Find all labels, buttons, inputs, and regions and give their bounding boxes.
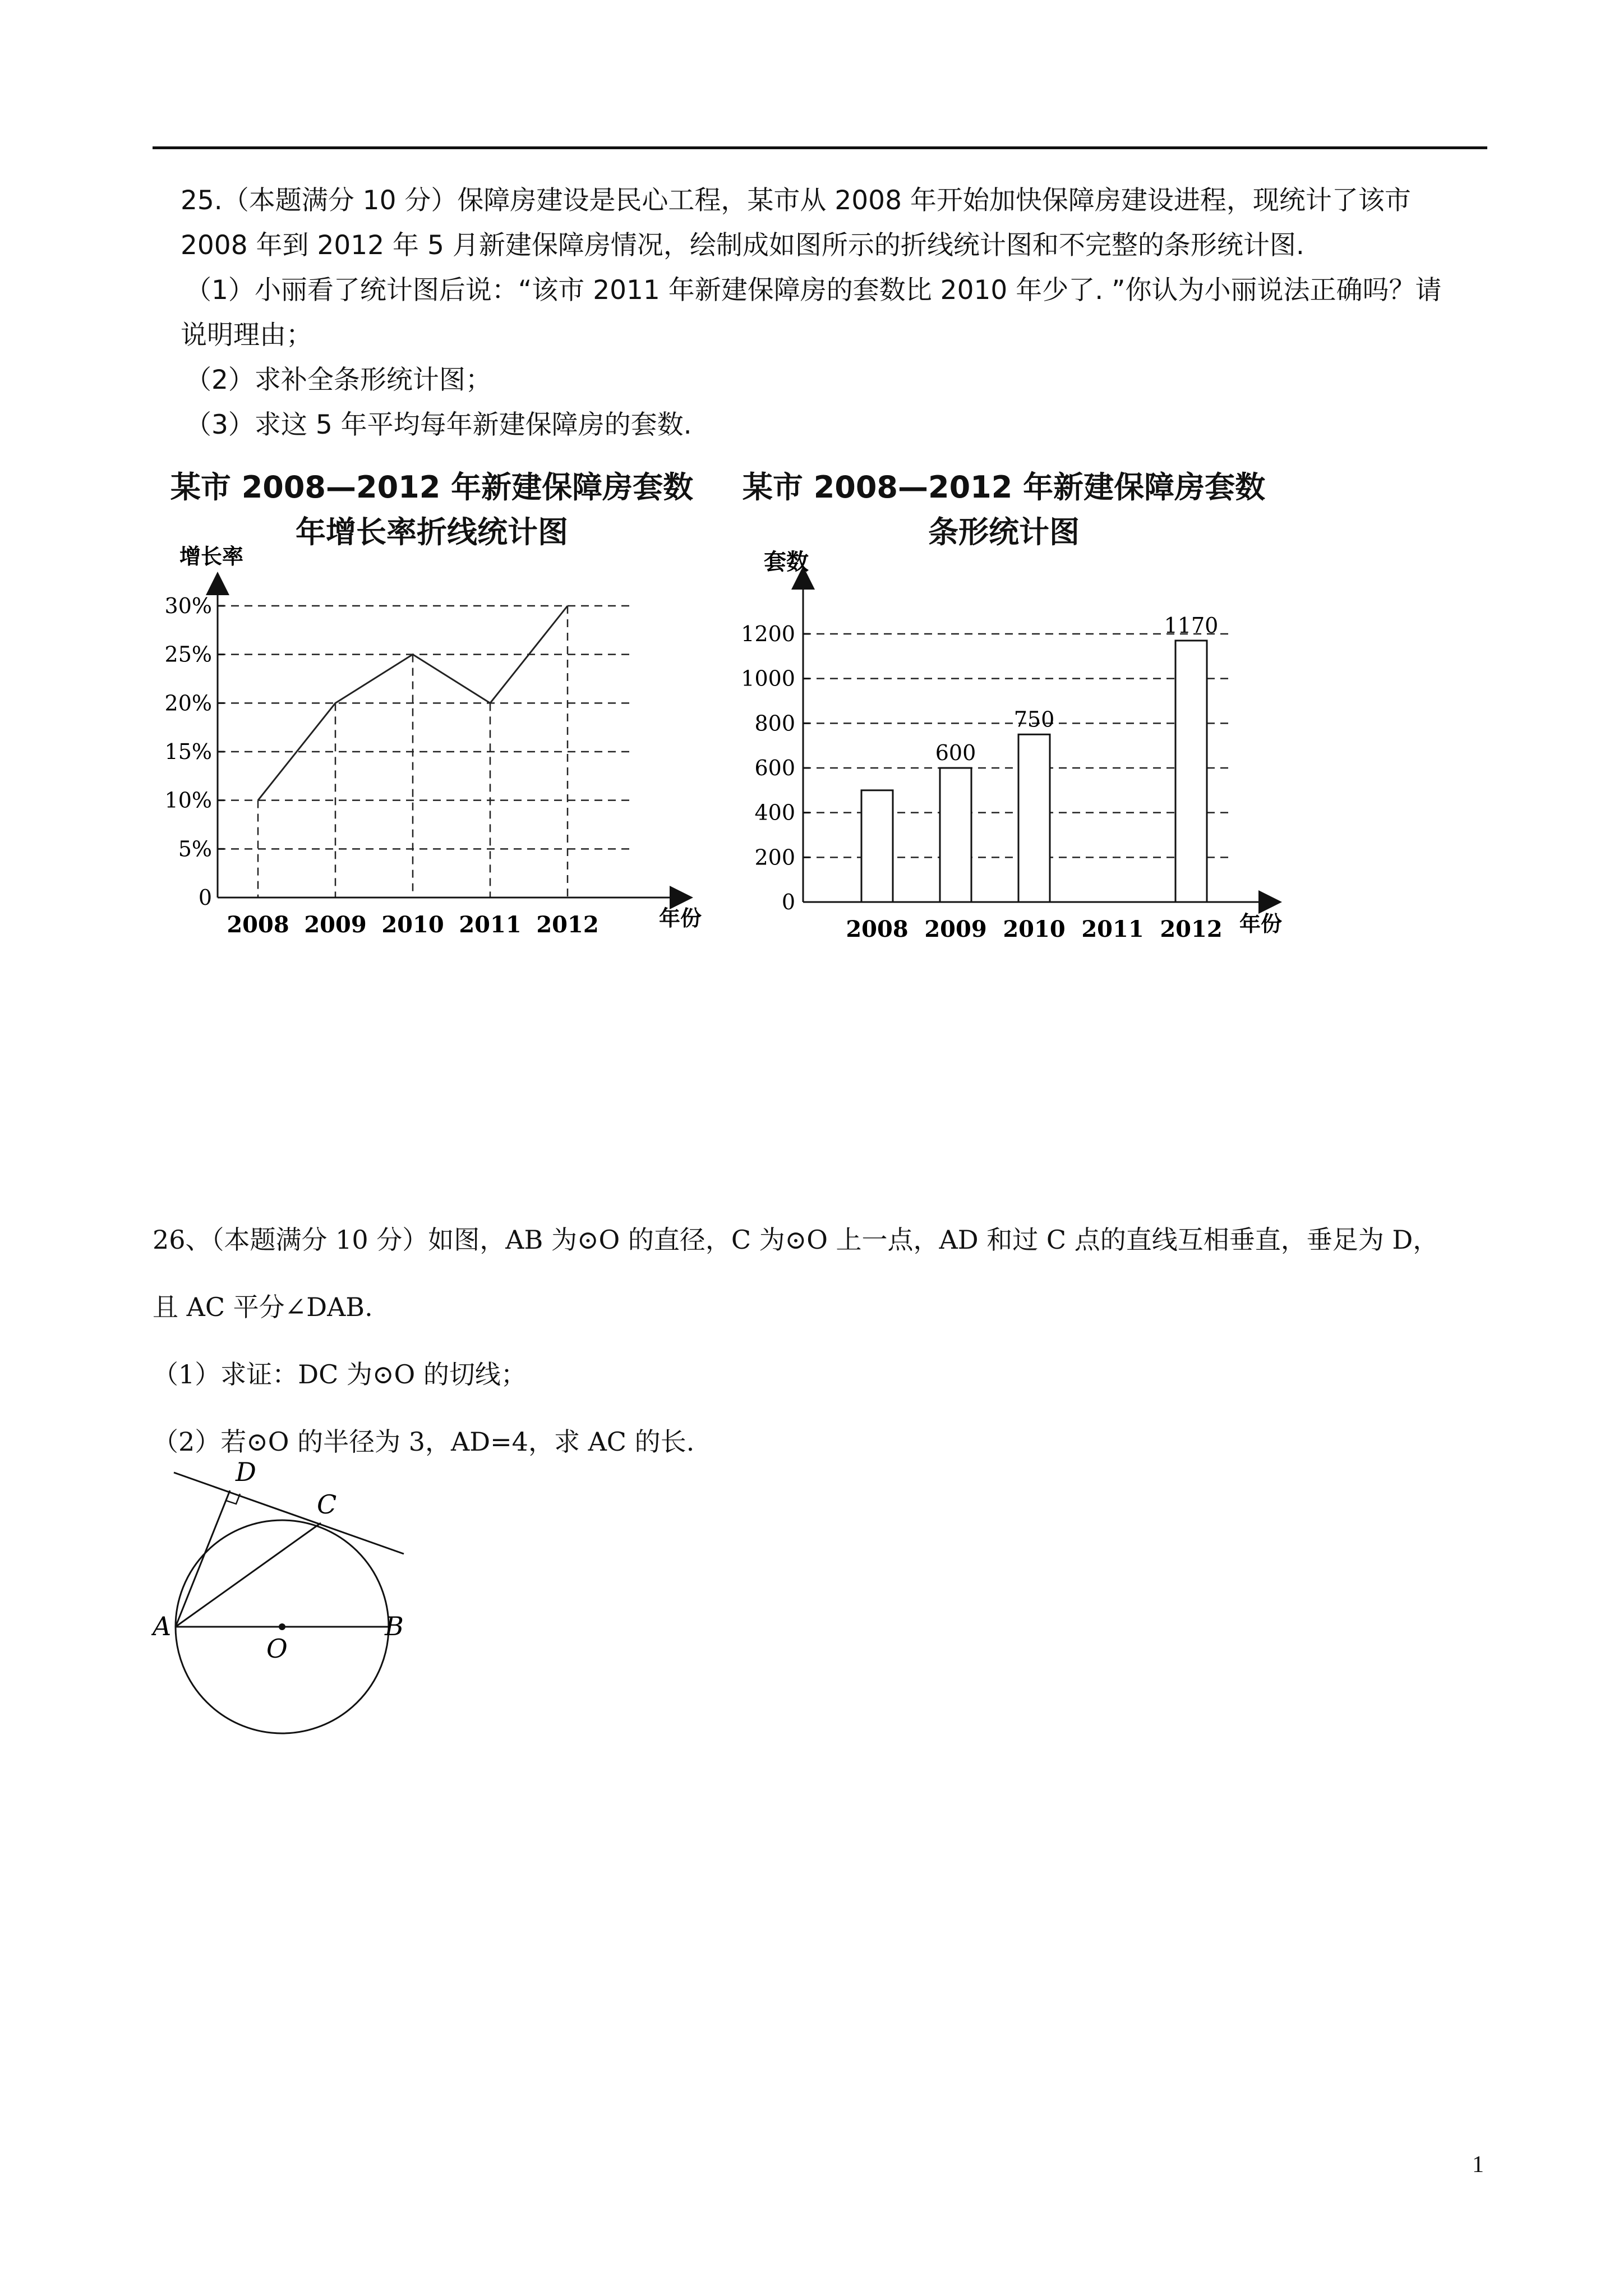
q25-sub3: （3）求这 5 年平均每年新建保障房的套数. (185, 409, 692, 440)
bar-chart-x-tick-label: 2010 (1003, 916, 1066, 942)
header-rule (153, 146, 1487, 149)
bar-chart-y-tick-label: 0 (781, 890, 795, 914)
q26-sub1: （1）求证：DC 为⊙O 的切线； (153, 1359, 527, 1389)
bar-chart-x-tick-label: 2012 (1160, 916, 1223, 942)
line-chart-subtitle: 年增长率折线统计图 (296, 514, 568, 550)
bar-chart-bar (861, 790, 893, 902)
bar-chart-y-tick-label: 400 (754, 800, 795, 825)
bar-chart-y-tick-label: 800 (754, 711, 795, 736)
bar-chart-y-tick-label: 1200 (741, 622, 795, 646)
line-chart-y-tick-label: 25% (164, 642, 212, 667)
q25-sub1b: 说明理由； (181, 320, 312, 351)
line-chart-x-tick-label: 2011 (459, 912, 522, 938)
label-a: A (153, 1611, 172, 1641)
bar-chart-bar (940, 768, 971, 902)
line-chart-x-ticks (227, 912, 598, 938)
bar-chart-ylabel: 套数 (764, 549, 809, 575)
segment-ac (176, 1523, 321, 1627)
line-chart-y-ticks (165, 593, 224, 910)
bar-chart-x-tick-label: 2009 (924, 916, 987, 942)
label-c: C (317, 1489, 337, 1520)
q26-line1: 26、（本题满分 10 分）如图，AB 为⊙O 的直径，C 为⊙O 上一点，AD 和过 C 点的直线互相垂直，垂足为 D， (153, 1225, 1439, 1255)
label-o: O (266, 1634, 288, 1664)
line-chart-ylabel: 增长率 (179, 544, 244, 569)
bar-chart-y-ticks (741, 622, 810, 914)
line-chart-y-tick-label: 10% (164, 788, 212, 813)
line-chart-y-tick-label: 0 (198, 885, 212, 910)
question-26 (153, 1206, 1510, 1475)
bar-chart-data-label: 600 (935, 740, 976, 765)
line-chart-y-tick-label: 15% (164, 739, 212, 764)
line-chart-x-tick-label: 2009 (304, 912, 367, 938)
bar-chart-x-tick-label: 2011 (1081, 916, 1144, 942)
bar-chart-y-tick-label: 1000 (741, 666, 795, 691)
question-25 (181, 178, 1470, 448)
bar-chart-title: 某市 2008—2012 年新建保障房套数 (742, 470, 1266, 505)
line-chart-title: 某市 2008—2012 年新建保障房套数 (170, 470, 694, 505)
q25-line1: 25.（本题满分 10 分）保障房建设是民心工程，某市从 2008 年开始加快保障房建设进程，现统计了该市 (181, 185, 1411, 216)
bar-chart-x-ticks (846, 916, 1222, 942)
page-number: 1 (1472, 2152, 1484, 2178)
line-chart-y-tick-label: 5% (178, 836, 212, 862)
label-d: D (236, 1457, 256, 1487)
bar-chart-x-tick-label: 2008 (846, 916, 909, 942)
bar-chart-bar (1018, 734, 1050, 902)
bar-chart-y-tick-label: 600 (754, 756, 795, 780)
q25-sub2: （2）求补全条形统计图； (185, 365, 492, 395)
line-chart-y-tick-label: 20% (164, 691, 212, 716)
q25-line2: 2008 年到 2012 年 5 月新建保障房情况，绘制成如图所示的折线统计图和不完整的条形统计图. (181, 230, 1304, 261)
bar-chart-subtitle: 条形统计图 (928, 514, 1080, 550)
line-chart-grid (218, 606, 634, 849)
line-chart-y-tick-label: 30% (164, 593, 212, 618)
line-chart-x-tick-label: 2010 (381, 912, 444, 938)
bar-chart-y-tick-label: 200 (754, 845, 795, 870)
bar-chart-data-label: 1170 (1164, 613, 1219, 638)
bar-chart-bars (861, 613, 1218, 902)
center-point-o (279, 1623, 285, 1630)
q26-sub2: （2）若⊙O 的半径为 3，AD=4，求 AC 的长. (153, 1427, 695, 1457)
line-chart (146, 539, 718, 965)
bar-chart (723, 539, 1312, 965)
line-chart-x-tick-label: 2012 (536, 912, 599, 938)
line-chart-x-tick-label: 2008 (227, 912, 289, 938)
q25-sub1a: （1）小丽看了统计图后说：“该市 2011 年新建保障房的套数比 2010 年少了. ”你认为小丽说法正确吗？请 (185, 275, 1442, 306)
line-chart-xlabel: 年份 (659, 905, 702, 931)
q26-line2: 且 AC 平分∠DAB. (153, 1292, 373, 1322)
label-b: B (385, 1611, 404, 1641)
tangent-line (174, 1473, 404, 1554)
bar-chart-bar (1175, 641, 1207, 902)
bar-chart-data-label: 750 (1013, 707, 1055, 732)
circle-tangent-figure (151, 1453, 415, 1745)
bar-chart-xlabel: 年份 (1239, 911, 1283, 936)
